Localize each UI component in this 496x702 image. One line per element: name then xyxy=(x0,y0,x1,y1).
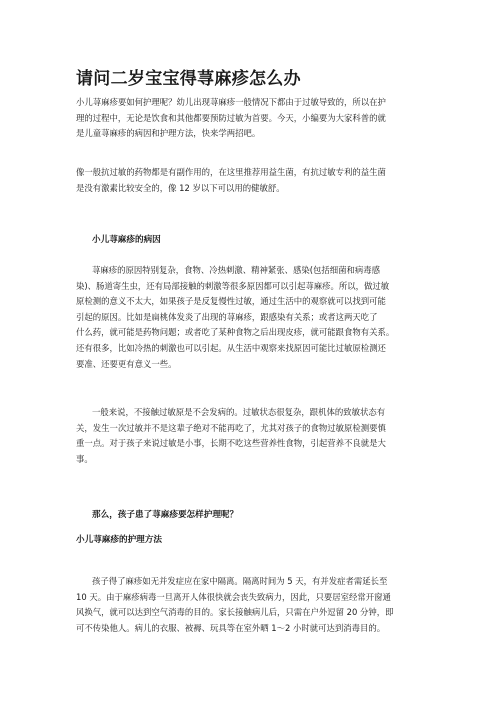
allergy-line: 关，发生一次过敏并不是这辈子绝对不能再吃了，尤其对孩子的食物过敏原检测要慎 xyxy=(76,422,386,433)
cause-line: 荨麻疹的原因特别复杂，食物、冷热刺激、精神紧张、感染(包括细菌和病毒感 xyxy=(92,265,381,275)
probiotic-line: 像一般抗过敏的药物都是有副作用的，在这里推荐用益生菌，有抗过敏专利的益生菌 xyxy=(76,167,386,177)
intro-line: 是儿童荨麻疹的病因和护理方法，快来学两招吧。 xyxy=(76,128,261,139)
cause-paragraph xyxy=(76,263,438,372)
cause-line: 要准、还要更有意义一些。 xyxy=(76,358,177,369)
cause-line: 原检测的意义不太大，如果孩子是反复慢性过敏，通过生活中的观察就可以找到可能 xyxy=(76,296,386,307)
care-line: 可不传染他人。病儿的衣服、被褥、玩具等在室外晒 1～2 小时就可达到消毒目的。 xyxy=(76,622,386,633)
care-line: 风换气，就可以达到空气消毒的目的。家长接触病儿后，只需在户外逗留 20 分钟，即 xyxy=(76,607,394,618)
intro-line: 理的过程中，无论是饮食和其他都要预防过敏为首要。今天，小编要为大家科普的就 xyxy=(76,112,386,123)
allergy-line: 一般来说，不接触过敏原是不会发病的。过敏状态很复杂，跟机体的致敏状态有 xyxy=(92,407,386,417)
probiotic-paragraph xyxy=(76,165,438,196)
cause-line: 染)、肠道寄生虫，还有局部接触的刺激等很多原因都可以引起荨麻疹。所以，做过敏 xyxy=(76,280,390,291)
intro-line: 小儿荨麻疹要如何护理呢？幼儿出现荨麻疹一般情况下都由于过敏导致的，所以在护 xyxy=(76,97,386,107)
allergy-line: 事。 xyxy=(76,453,93,464)
allergy-paragraph xyxy=(76,405,438,467)
probiotic-line: 是没有激素比较安全的，像 12 岁以下可以用的健敏舒。 xyxy=(76,182,285,193)
care-heading: 小儿荨麻疹的护理方法 xyxy=(76,535,162,545)
allergy-line: 重一点。对于孩子来说过敏是小事，长期不吃这些营养性食物，引起营养不良就是大 xyxy=(76,438,386,449)
care-line: 10 天。由于麻疹病毒一旦离开人体很快就会丧失致病力，因此，只要居室经常开窗通 xyxy=(76,591,391,602)
cause-heading: 小儿荨麻疹的病因 xyxy=(92,235,161,245)
cause-line: 什么药，就可能是药物问题；或者吃了某种食物之后出现皮疹，就可能跟食物有关系。 xyxy=(76,327,395,338)
cause-line: 引起的原因。比如是扁桃体发炎了出现的荨麻疹，跟感染有关系；或者这两天吃了 xyxy=(76,311,378,322)
article-title: 请问二岁宝宝得荨麻疹怎么办 xyxy=(76,69,301,89)
care-line: 孩子得了麻疹如无并发症应在家中隔离。隔离时间为 5 天，有并发症者需延长至 xyxy=(92,576,388,586)
care-paragraph xyxy=(76,574,438,636)
intro-paragraph xyxy=(76,95,438,142)
question-heading: 那么，孩子患了荨麻疹要怎样护理呢？ xyxy=(92,510,239,520)
cause-line: 还有很多，比如冷热的刺激也可以引起。从生活中观察来找原因可能比过敏原检测还 xyxy=(76,342,386,353)
